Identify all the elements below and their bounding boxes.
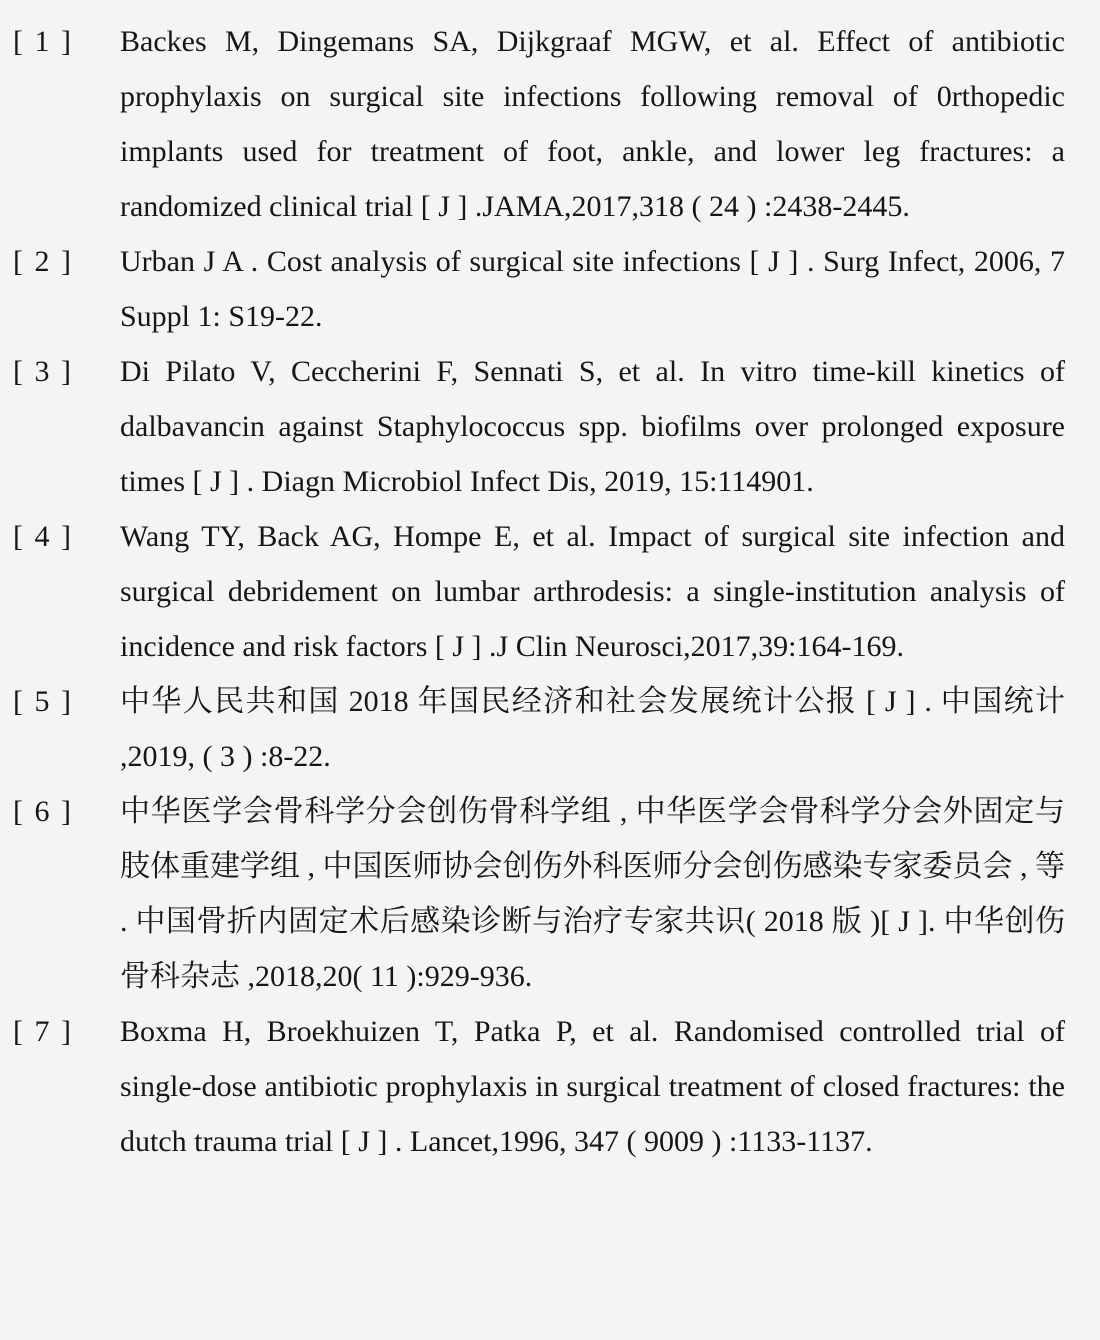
reference-text: Di Pilato V, Ceccherini F, Sennati S, et al. In vitro time-kill kinetics of dalbavancin against Staphylococcus spp. biofilms over prolonged exposure times [ J ] . Diagn Microbiol Infect Dis, 2019, 15:114901. (120, 355, 1065, 498)
reference-text: 中华人民共和国 2018 年国民经济和社会发展统计公报 [ J ] . 中国统计 ,2019, ( 3 ) :8-22. (120, 685, 1065, 773)
reference-item (13, 344, 1065, 509)
reference-text: Urban J A . Cost analysis of surgical site infections [ J ] . Surg Infect, 2006, 7 Suppl 1: S19-22. (120, 245, 1065, 333)
reference-item (13, 234, 1065, 344)
reference-number: [ 4 ] (13, 520, 73, 553)
reference-list (13, 14, 1065, 1169)
reference-number: [ 6 ] (13, 795, 73, 828)
reference-item (13, 784, 1065, 1004)
reference-number: [ 1 ] (13, 25, 73, 58)
reference-item (13, 1004, 1065, 1169)
reference-text: Backes M, Dingemans SA, Dijkgraaf MGW, et al. Effect of antibiotic prophylaxis on surgical site infections following removal of 0rthopedic implants used for treatment of foot, ankle, and lower leg fractures: a randomized clinical trial [ J ] .JAMA,2017,318 ( 24 ) :2438-2445. (120, 25, 1065, 223)
reference-item (13, 674, 1065, 784)
reference-item (13, 509, 1065, 674)
reference-item (13, 14, 1065, 234)
reference-number: [ 5 ] (13, 685, 73, 718)
reference-number: [ 3 ] (13, 355, 73, 388)
reference-text: 中华医学会骨科学分会创伤骨科学组 , 中华医学会骨科学分会外固定与肢体重建学组 , 中国医师协会创伤外科医师分会创伤感染专家委员会 , 等 . 中国骨折内固定术后感染诊断与治疗专家共识( 2018 版 )[ J ]. 中华创伤骨科杂志 ,2018,20( 11 ):929-936. (120, 795, 1065, 993)
reference-number: [ 2 ] (13, 245, 73, 278)
reference-number: [ 7 ] (13, 1015, 73, 1048)
reference-text: Boxma H, Broekhuizen T, Patka P, et al. Randomised controlled trial of single-dose antibiotic prophylaxis in surgical treatment of closed fractures: the dutch trauma trial [ J ] . Lancet,1996, 347 ( 9009 ) :1133-1137. (120, 1015, 1065, 1158)
reference-text: Wang TY, Back AG, Hompe E, et al. Impact of surgical site infection and surgical debridement on lumbar arthrodesis: a single-institution analysis of incidence and risk factors [ J ] .J Clin Neurosci,2017,39:164-169. (120, 520, 1065, 663)
